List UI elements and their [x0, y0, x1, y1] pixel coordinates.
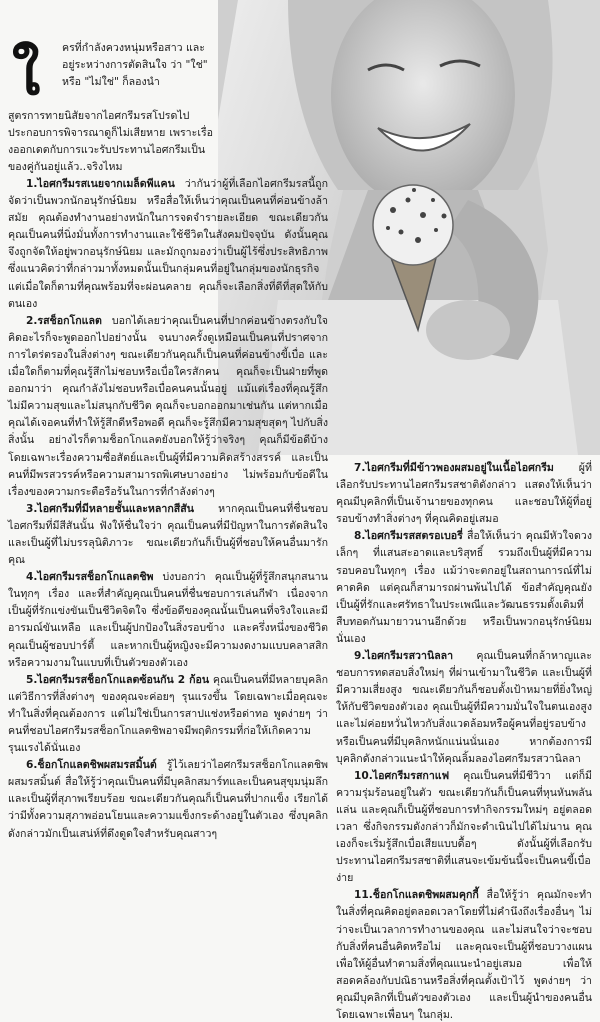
- section-3: 3.ไอศกรีมที่มีหลายชั้นและหลากสีสัน หากคุณเป็นคนที่ชื่นชอบไอศกรีมที่มีสีสันนั้น ฟังให้ชื่นใจว่า คุณเป็นคนที่มีปัญหาในการตัดสินใจ และเป็นผู้ที่ไม่บรรลุนิติภาวะ ขณะเดียวกันก็เป็นผู้ที่ชอบให้คนอื่นมารักคุณ: [8, 502, 328, 567]
- section-4: 4.ไอศกรีมรสช็อกโกแลตชิพ บ่งบอกว่า คุณเป็นผู้ที่รู้สึกสนุกสนานในทุกๆ เรื่อง และที่สำคัญคุณเป็นคนที่ชื่นชอบการเล่นกีฬา เนื่องจากเป็นผู้ที่รักแข่งขันเป็นชีวิตจิตใจ ซึ่งข้อดีของคุณนั้นเป็นคนที่จริงใจและมีอารมณ์ขันเหลือ และเป็นผู้ปกป้องในสิ่งรอบข้าง และครึ่งหนึ่งของชีวิตคุณเป็นผู้ชอบปาร์ตี้ และหากเป็นผู้หญิงจะมีความงดงามแบบคลาสสิก หรือความงามในแบบที่เป็นตัวของตัวเอง: [8, 571, 328, 669]
- section-8: 8.ไอศกรีมรสสตรอเบอรี่ สื่อให้เห็นว่า คุณมีหัวใจดวงเล็กๆ ที่แสนสะอาดและบริสุทธิ์ รวมถึงเป็นผู้ที่มีความรอบคอบในทุกๆ เรื่อง แม้ว่าจะตกอยู่ในสถานการณ์ที่ไม่คาดคิด แต่คุณก็สามารถผ่านพ้นไปได้ ข้อสำคัญคุณยังเป็นผู้ที่รักและศรัทธาในประเพณีและวัฒนธรรมดั้งเดิมที่สืบทอดกันมายาวนานอีกด้วย หรือเป็นพวกอนุรักษ์นิยมนั่นเอง: [336, 530, 592, 645]
- section-10: 10.ไอศกรีมรสกาแฟ คุณเป็นคนที่มีชีวิวา แต่ก็มีความรุ่มร้อนอยู่ในตัว ขณะเดียวกันก็เป็นคนที่หุนหันพลันแล่น และคุณก็เป็นผู้ที่ชอบการทำกิจกรรมใหม่ๆ อยู่ตลอดเวลา ซึ่งกิจกรรมดังกล่าวก็มักจะดำเนินไปได้ไม่นาน คุณเองก็จะเริ่มรู้สึกเบื่อเสียแบบดื้อๆ ดังนั้นผู้ที่เลือกรับประทานไอศกรีมรสชาติที่แสนจะเข้มข้นนี้จะเป็นคนขี้เบื่อง่าย: [336, 769, 592, 885]
- intro-paragraph: สูตรการทายนิสัยจากไอศกรีมรสโปรดไปประกอบการพิจารณาดูก็ไม่เสียหาย เพราะเรื่องออกเดตกับการแวะรับประทานไอศกรีมเป็นของคู่กันอยู่แล้ว..จริงไหม: [8, 110, 213, 174]
- section-11: 11.ช็อกโกแลตชิพผสมคุกกี้ สื่อให้รู้ว่า คุณมักจะทำในสิ่งที่คุณคิดอยู่ตลอดเวลาโดยที่ไม่คำนึงถึงเรื่องอื่นๆ ไม่ว่าจะเป็นเวลาการทำงานของคุณ และไม่สนใจว่าจะชอบกับสิ่งที่คนอื่นคิดหรือไม่ และคุณจะเป็นผู้ที่ชอบวางแผน เพื่อให้ผู้อื่นทำตามสิ่งที่คุณแนะนำอยู่เสมอ เพื่อให้สอดคล้องกับปณิธานหรือสิ่งที่คุณตั้งเป้าไว้ พูดง่ายๆ ว่าคุณมีบุคลิกที่เป็นตัวของตัวเอง และเป็นผู้นำของคนอื่นโดยเฉพาะเพื่อนๆ ในกลุ่ม.: [336, 889, 592, 1021]
- dropcap-letter: [8, 40, 58, 100]
- section-7: 7.ไอศกรีมที่มีข้าวพองผสมอยู่ในเนื้อไอศกรีม ผู้ที่เลือกรับประทานไอศกรีมรสชาติดังกล่าว แสดงให้เห็นว่าคุณมีบุคลิกที่เป็นเจ้านายของทุกคน และชอบให้ผู้ที่อยู่รอบข้างทำสิ่งต่างๆ ที่คุณคิดอยู่เสมอ: [336, 462, 592, 526]
- section-5: 5.ไอศกรีมรสช็อกโกแลตซ้อนกัน 2 ก้อน คุณเป็นคนที่มีหลายบุคลิก แต่วิธีการที่สิ่งต่างๆ ของคุณจะค่อยๆ รุนแรงขึ้น โดยเฉพาะเมื่อคุณจะทำในสิ่งที่คุณต้องการ แต่ไม่ใช่เป็นการสาปแช่งหรือด่าทอ พูดง่ายๆ ว่าคนที่ชอบไอศกรีมรสช็อกโกแลตชิพอาจมีพฤติกรรมที่ก่อให้เกิดความรุนแรงได้นั่นเอง: [8, 673, 328, 755]
- section-2: 2.รสช็อกโกแลต บอกได้เลยว่าคุณเป็นคนที่ปากค่อนข้างตรงกับใจ คิดอะไรก็จะพูดออกไปอย่างนั้น จนบางครั้งดูเหมือนเป็นคนที่ปราศจากการไตร่ตรองในสิ่งต่างๆ ขณะเดียวกันคุณก็เป็นคนที่ค่อนข้างขี้เบื่อ และเมื่อใดก็ตามที่คุณรู้สึกไม่ชอบหรือเบื่อใครสักคน คุณก็จะเป็นฝ่ายที่พูดออกมาว่า คุณกำลังไม่ชอบหรือเบื่อคนคนนั้นอยู่ แม้แต่เรื่องที่คุณรู้สึกไม่มีความสุขและไม่สนุกกับชีวิต คุณก็จะบอกออกมาเช่นกัน แต่หากเมื่อคุณได้เจอคนที่ทำให้รู้สึกดีหรือพอดี คุณก็จะรู้สึกมีความสุขสุดๆ ไปกับสิ่งสิ่งนั้น อย่างไรก็ตามช็อกโกแลตยังบอกให้รู้ว่าจริงๆ คุณก็มีข้อดีบ้าง โดยเฉพาะเรื่องความซื่อสัตย์และเป็นผู้ที่มีความคิดสร้างสรรค์ และเป็นคนที่มีพรสวรรค์หรือความสามารถพิเศษบางอย่าง ไม่พร้อมกับข้อดีในเรื่องของความกระตือรือร้นในการที่กำลังต่างๆ: [8, 314, 328, 498]
- column-left: [8, 176, 328, 843]
- intro-first-lines: ครที่กำลังควงหนุ่มหรือสาว และอยู่ระหว่างการตัดสินใจ ว่า "ใช่" หรือ "ไม่ใช่" ก็ลองนำ: [62, 42, 208, 89]
- svg-text:ใ: ใ: [12, 40, 41, 100]
- section-1: 1.ไอศกรีมรสเนยจากเมล็ดพีแคน ว่ากันว่าผู้ที่เลือกไอศกรีมรสนี้ถูกจัดว่าเป็นพวกนักอนุรักษ์นิยม หรือสื่อให้เห็นว่าคุณเป็นคนที่ค่อนข้างล้าสมัย คุณต้องทำงานอย่างหนักในการจดจำรายละเอียด ขณะเดียวกันคุณเป็นคนที่นิ่งมั่นทั้งการทำงานและใช้ชีวิตในสังคมปัจจุบัน ดังนั้นคุณจึงถูกจัดให้อยู่พวกอนุรักษ์นิยม และมักถูกมองว่าเป็นผู้ไร้ซึ่งประสิทธิภาพ ซึ่งแนวคิดว่าที่กล่าวมาทั้งหมดนั้นเป็นกลุ่มคนที่อยู่ในกลุ่มของนักธุรกิจ แต่เมื่อใดก็ตามที่คุณพร้อมที่จะผ่อนคลาย คุณก็จะเลือกสิ่งที่ดีที่สุดให้กับตนเอง: [8, 178, 328, 310]
- section-6: 6.ช็อกโกแลตชิพผสมรสมิ้นต์ รู้ไว้เลยว่าไอศกรีมรสช็อกโกแลตชิพผสมรสมิ้นต์ สื่อให้รู้ว่าคุณเป็นคนที่มีบุคลิกสมาร์ทและเป็นคนสุขุมนุ่มลึก และเป็นผู้ที่สุภาพเรียบร้อย ขณะเดียวกันคุณก็เป็นคนที่ปากแข็ง เรียกได้ว่ามีทั้งความสุภาพอ่อนโยนและความแข็งกระด้างอยู่ในตัวเอง ซึ่งบุคลิกดังกล่าวมักเป็นเสน่ห์ที่ดึงดูดใจสำหรับคุณสาวๆ: [8, 759, 328, 840]
- section-9: 9.ไอศกรีมรสวานิลลา คุณเป็นคนที่กล้าหาญและชอบการทดสอบสิ่งใหม่ๆ ที่ผ่านเข้ามาในชีวิต และเป็นผู้ที่มีความเสี่ยงสูง ขณะเดียวกันก็ชอบตั้งเป้าหมายที่ยิ่งใหญ่ให้กับชีวิตของตัวเอง คุณเป็นผู้ที่มีความมั่นใจในตนเองสูง และไม่ค่อยหวั่นไหวกับสิ่งแวดล้อมหรือผู้คนที่อยู่รอบข้าง หรือเป็นคนที่มีบุคลิกหนักแน่นนั่นเอง หากต้องการมีบุคลิกดังกล่าวแนะนำให้คุณลิ้มลองไอศกรีมรสวานิลลา: [336, 650, 592, 765]
- column-right: [336, 460, 592, 1022]
